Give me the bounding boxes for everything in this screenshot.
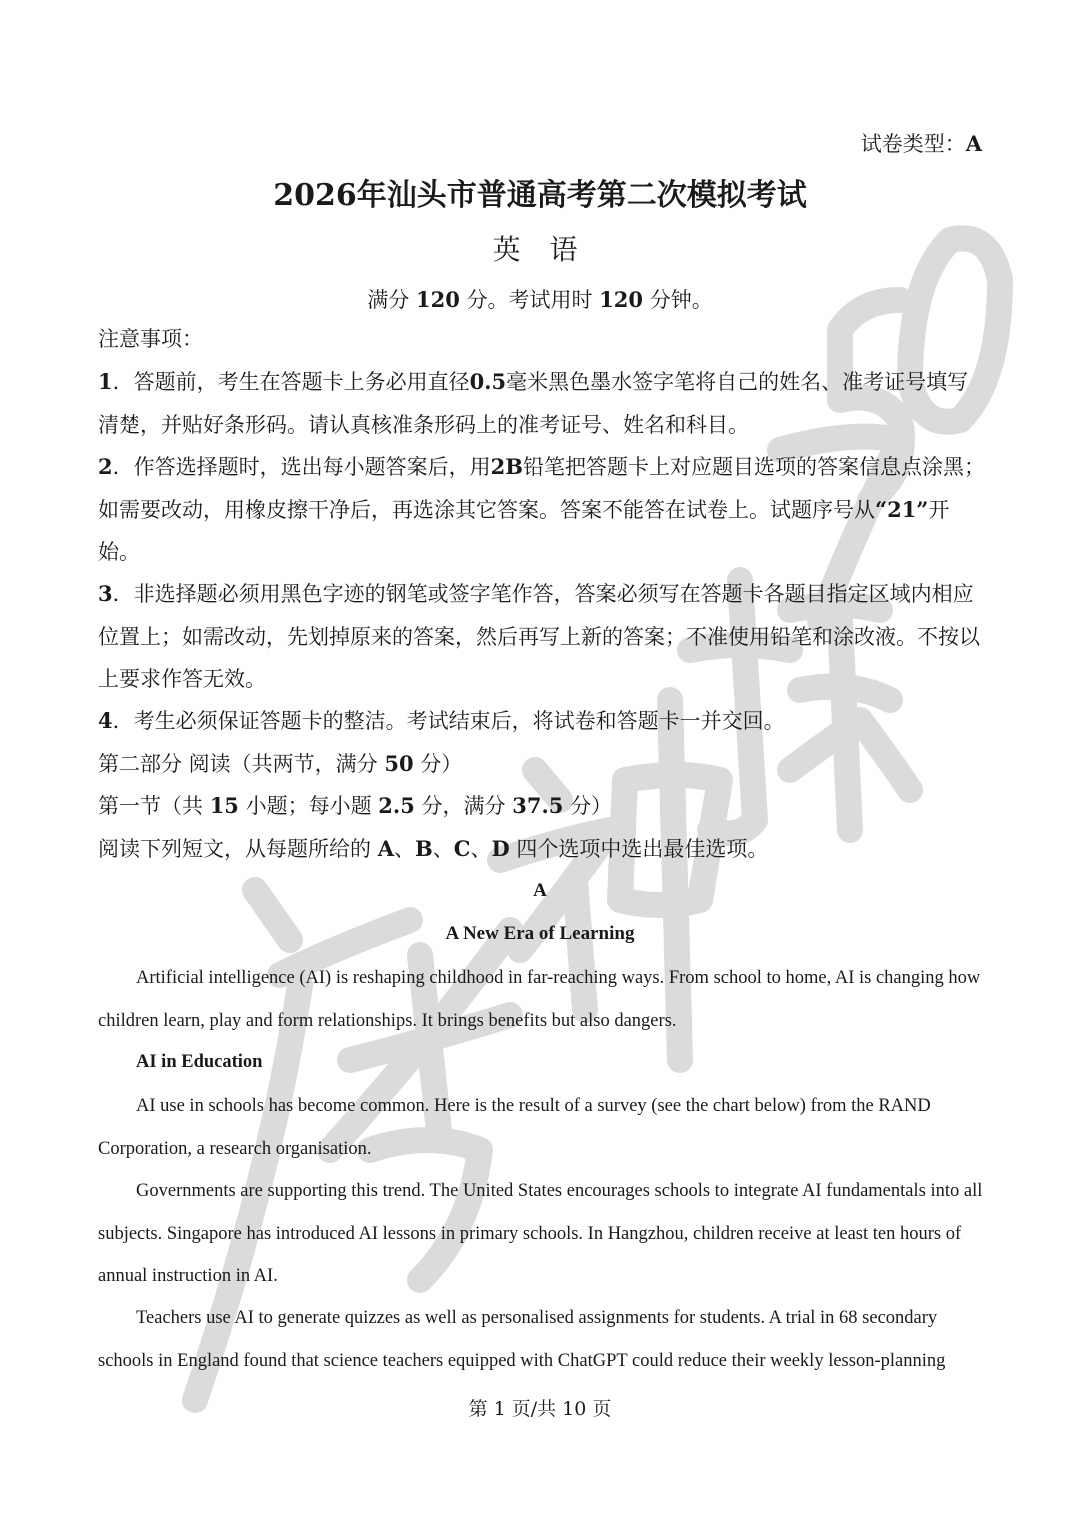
paper-type-value: A: [965, 131, 982, 156]
section-bold: A: [377, 836, 394, 861]
section-bold: 15: [209, 793, 239, 818]
section-bold: D: [491, 836, 510, 861]
passage-paragraph-3: Governments are supporting this trend. The United States encourages schools to integrate AI fundamentals into all subjects. Singapore has introduced AI lessons in primary schools. In Hangzhou, children receive at least ten hours of annual instruction in AI.: [98, 1181, 983, 1286]
score-text: 满分: [367, 288, 410, 312]
item-text: 铅笔把答题卡上对应题目选项的答案信息点涂黑；如需要改动，用橡皮擦干净后，再选涂其它答案。答案不能答在试卷上。试题序号从: [98, 455, 985, 522]
section-text: 、: [470, 837, 492, 861]
item-bold: 0.5: [469, 369, 507, 394]
section-text: 、: [393, 837, 415, 861]
item-number: 1: [98, 369, 113, 394]
section-bold: C: [453, 836, 471, 861]
notice-item-2: [98, 446, 988, 574]
page-number: 第 1 页/共 10 页: [468, 1398, 612, 1420]
full-score-value: 120: [415, 287, 460, 312]
section-bold: 2.5: [378, 793, 415, 818]
paper-type-label: 试卷类型：: [860, 132, 966, 156]
score-time-line: [0, 284, 1080, 314]
item-text: ．答题前，考生在答题卡上务必用直径: [112, 370, 470, 394]
notice-item-4: [98, 700, 988, 743]
item-bold: “21”: [875, 496, 929, 522]
section-bold: 37.5: [512, 793, 564, 818]
section-text: 第二部分 阅读（共两节，满分: [98, 752, 378, 776]
section-text: 四个选项中选出最佳选项。: [516, 837, 769, 861]
time-value: 120: [599, 287, 644, 312]
exam-title: [0, 170, 1080, 214]
item-number: 4: [98, 708, 113, 733]
section-sub-heading: [98, 785, 988, 828]
item-text: 毫米黑色墨水签字笔将自己的姓名、准考证号填写清楚，并贴好条形码。请认真核准条形码上的准考证号、姓名和科目。: [98, 370, 969, 437]
notice-item-1: [98, 361, 988, 446]
item-text: ．作答选择题时，选出每小题答案后，用: [112, 455, 491, 479]
score-text: 分钟。: [649, 288, 713, 312]
passage-paragraph-4: Teachers use AI to generate quizzes as well as personalised assignments for students. A trial in 68 secondary schools in England found that science teachers equipped with ChatGPT could reduce their weekly lesson-planning: [98, 1308, 946, 1371]
passage-paragraph-2: AI use in schools has become common. Here is the result of a survey (see the chart below) from the RAND Corporation, a research organisation.: [98, 1096, 931, 1159]
section-bold: B: [414, 836, 433, 861]
section-part-heading: [98, 743, 988, 786]
section-text: 阅读下列短文，从每题所给的: [98, 837, 371, 861]
section-text: 分，满分: [421, 794, 506, 818]
section-text: 第一节（共: [98, 794, 203, 818]
section-bold: 50: [384, 751, 414, 776]
paper-type: [861, 128, 982, 158]
exam-title-rest: 年汕头市普通高考第二次模拟考试: [356, 178, 807, 213]
exam-title-year: 2026: [273, 178, 357, 213]
subject-title: 英 语: [492, 233, 588, 266]
section-instruction: [98, 828, 988, 871]
section-text: 、: [432, 837, 454, 861]
score-text: 分。考试用时: [466, 288, 593, 312]
notice-item-3: [98, 573, 988, 701]
section-text: 分）: [570, 794, 613, 818]
item-number: 3: [98, 581, 113, 606]
item-number: 2: [98, 454, 113, 479]
passage-paragraph-1: Artificial intelligence (AI) is reshaping childhood in far-reaching ways. From school to home, AI is changing how children learn, play and form relationships. It brings benefits but also dangers.: [98, 968, 981, 1031]
passage-title: A New Era of Learning: [445, 923, 635, 944]
passage-letter: A: [533, 880, 547, 901]
item-bold: 2B: [490, 454, 523, 479]
notice-heading: 注意事项：: [98, 327, 203, 351]
item-text: ．考生必须保证答题卡的整洁。考试结束后，将试卷和答题卡一并交回。: [112, 709, 785, 733]
item-text: 开始。: [98, 497, 950, 564]
section-text: 分）: [420, 752, 463, 776]
passage-subheading: AI in Education: [136, 1052, 263, 1072]
item-text: ．非选择题必须用黑色字迹的钢笔或签字笔作答，答案必须写在答题卡各题目指定区域内相应位置上；如需改动，先划掉原来的答案，然后再写上新的答案；不准使用铅笔和涂改液。不按以上要求作答无效。: [98, 582, 980, 691]
section-text: 小题；每小题: [245, 794, 372, 818]
